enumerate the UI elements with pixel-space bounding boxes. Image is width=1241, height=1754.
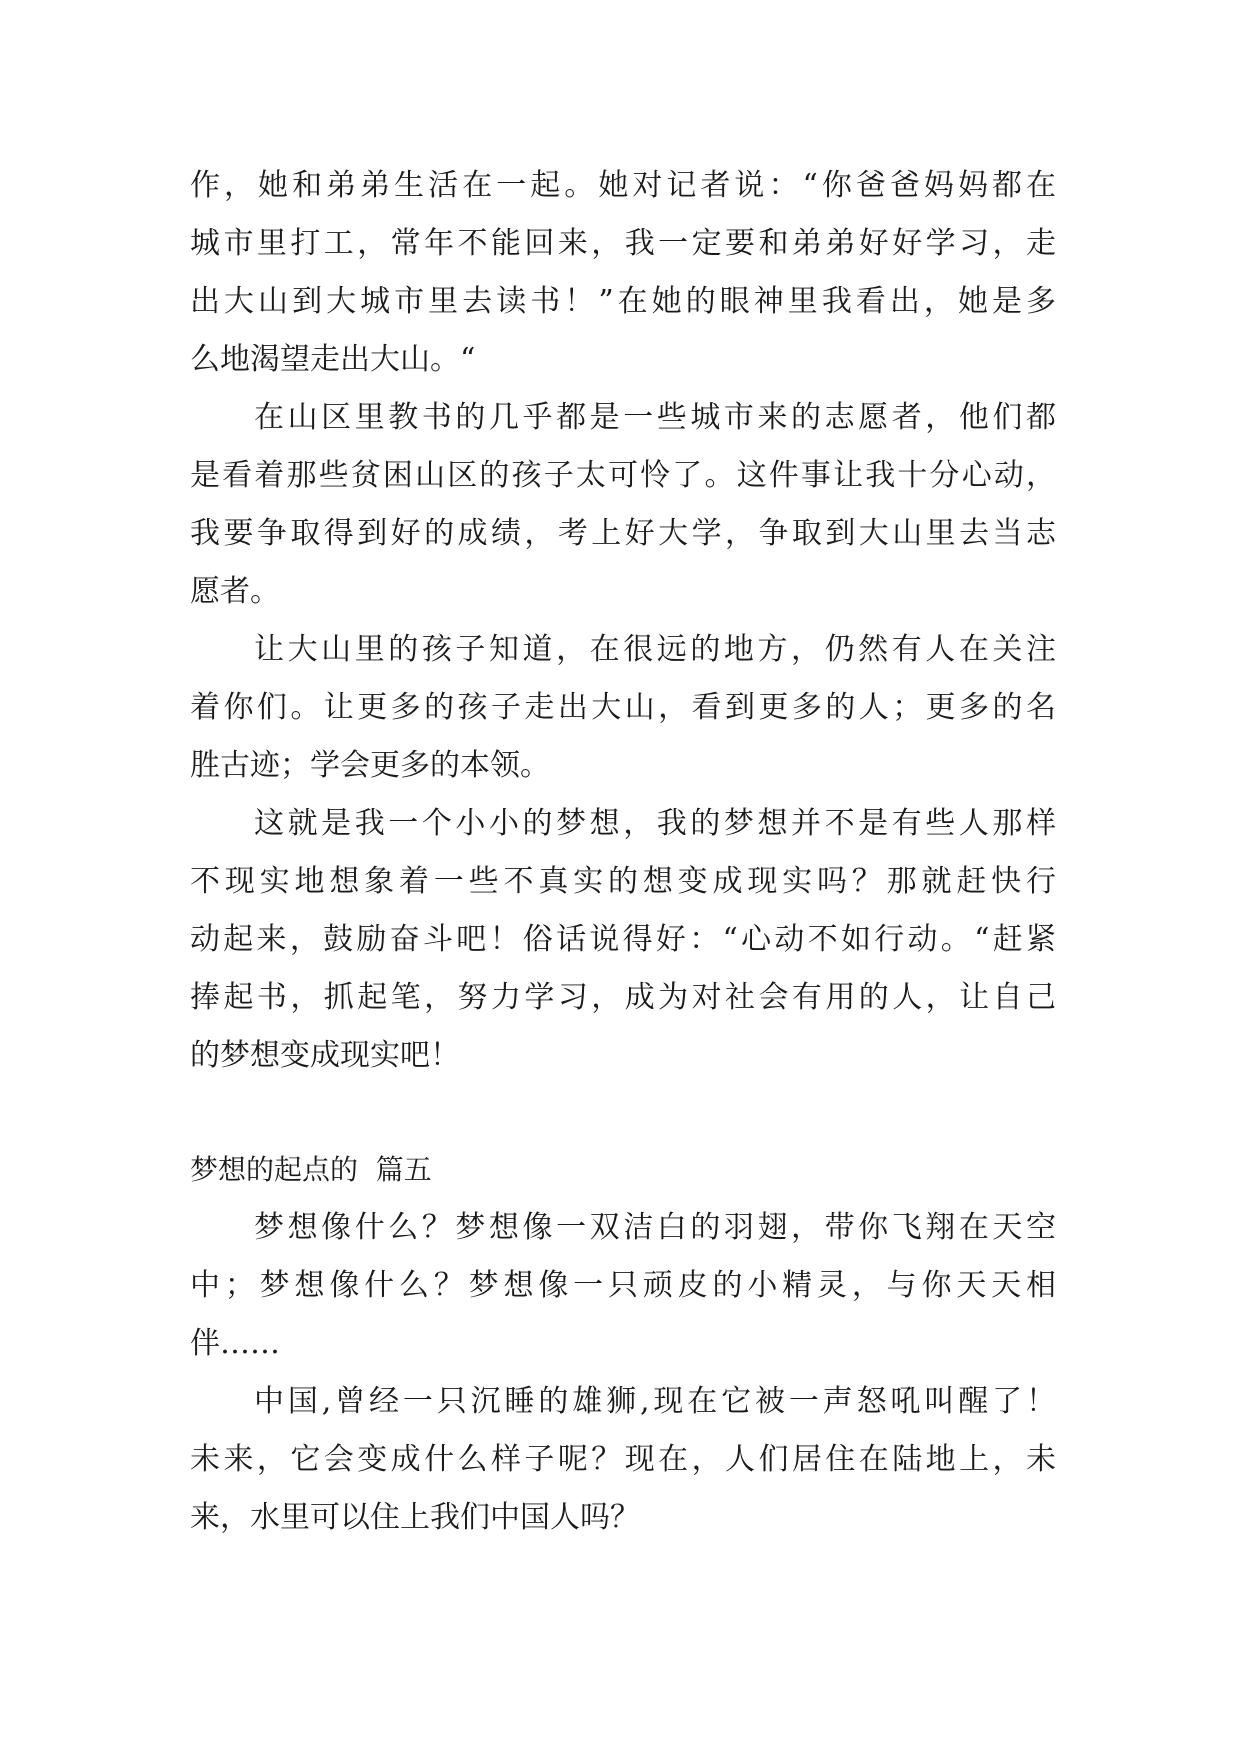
paragraph-line: 中；梦想像什么？梦想像一只顽皮的小精灵，与你天天相 [190, 1268, 1056, 1303]
paragraph-line: 捧起书，抓起笔，努力学习，成为对社会有用的人，让自己 [190, 980, 1056, 1015]
paragraph-line: 来，水里可以住上我们中国人吗？ [190, 1500, 640, 1535]
paragraph-line: 是看着那些贫困山区的孩子太可怜了。这件事让我十分心动， [190, 458, 1056, 493]
paragraph-line: 这就是我一个小小的梦想，我的梦想并不是有些人那样 [254, 806, 1056, 841]
paragraph-line: 中国,曾经一只沉睡的雄狮,现在它被一声怒吼叫醒了！ [254, 1384, 1056, 1419]
paragraph-line: 让大山里的孩子知道，在很远的地方，仍然有人在关注 [254, 632, 1056, 667]
section-heading: 梦想的起点的 篇五 [190, 1153, 432, 1186]
paragraph-line: 的梦想变成现实吧！ [190, 1038, 460, 1073]
paragraph-line: 梦想像什么？梦想像一双洁白的羽翅，带你飞翔在天空 [254, 1210, 1056, 1245]
paragraph-line: 着你们。让更多的孩子走出大山，看到更多的人；更多的名 [190, 690, 1056, 725]
paragraph-line: 么地渴望走出大山。“ [190, 342, 476, 377]
paragraph-line: 不现实地想象着一些不真实的想变成现实吗？那就赶快行 [190, 864, 1056, 899]
paragraph-line: 我要争取得到好的成绩，考上好大学，争取到大山里去当志 [190, 516, 1056, 551]
paragraph-line: 伴…… [190, 1326, 280, 1361]
paragraph-line: 出大山到大城市里去读书！”在她的眼神里我看出，她是多 [190, 284, 1056, 319]
paragraph-line: 城市里打工，常年不能回来，我一定要和弟弟好好学习，走 [190, 226, 1056, 261]
paragraph-line: 作，她和弟弟生活在一起。她对记者说：“你爸爸妈妈都在 [190, 168, 1056, 203]
paragraph-line: 动起来，鼓励奋斗吧！俗话说得好：“心动不如行动。“赶紧 [190, 922, 1056, 957]
paragraph-line: 胜古迹；学会更多的本领。 [190, 748, 550, 783]
paragraph-line: 愿者。 [190, 574, 280, 609]
paragraph-line: 在山区里教书的几乎都是一些城市来的志愿者，他们都 [254, 400, 1056, 435]
paragraph-line: 未来，它会变成什么样子呢？现在，人们居住在陆地上，未 [190, 1442, 1056, 1477]
